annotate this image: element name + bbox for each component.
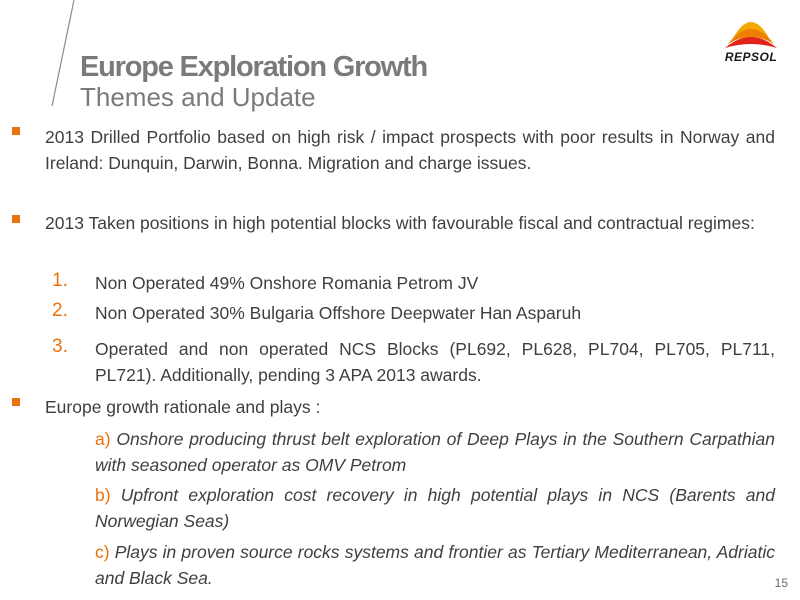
list-letter: b) bbox=[95, 485, 111, 505]
bullet-taken-positions: 2013 Taken positions in high potential blocks with favourable fiscal and contractual regimes: bbox=[45, 213, 755, 233]
page-number: 15 bbox=[774, 576, 788, 590]
lettered-item-plays bbox=[95, 539, 775, 591]
numbered-item-romania: Non Operated 49% Onshore Romania Petrom JV bbox=[95, 273, 479, 293]
list-number: 2. bbox=[52, 300, 68, 321]
numbered-item-bulgaria: Non Operated 30% Bulgaria Offshore Deepwater Han Asparuh bbox=[95, 303, 582, 323]
numbered-item-ncs-blocks: Operated and non operated NCS Blocks (PL692, PL628, PL704, PL705, PL711, PL721). Additionally, pending 3 APA 2013 awards. bbox=[95, 339, 775, 385]
slide-subtitle: Themes and Update bbox=[80, 82, 316, 112]
lettered-item-onshore bbox=[95, 426, 775, 478]
lettered-item-text: Upfront exploration cost recovery in high potential plays in NCS (Barents and Norwegian Seas) bbox=[95, 485, 775, 531]
list-letter: a) bbox=[95, 429, 111, 449]
repsol-logo-text: REPSOL bbox=[724, 50, 778, 64]
lettered-item-text: Onshore producing thrust belt exploration of Deep Plays in the Southern Carpathian with seasoned operator as OMV Petrom bbox=[95, 429, 775, 475]
list-number: 1. bbox=[52, 270, 68, 291]
bullet-square-icon bbox=[12, 127, 20, 135]
lettered-item-upfront bbox=[95, 482, 775, 534]
list-number: 3. bbox=[52, 336, 68, 357]
bullet-square-icon bbox=[12, 398, 20, 406]
lettered-item-text: Plays in proven source rocks systems and frontier as Tertiary Mediterranean, Adriatic and Black Sea. bbox=[95, 542, 775, 588]
bullet-drilled-portfolio: 2013 Drilled Portfolio based on high risk / impact prospects with poor results in Norway and Ireland: Dunquin, Darwin, Bonna. Migration and charge issues. bbox=[45, 127, 775, 173]
bullet-growth-rationale: Europe growth rationale and plays : bbox=[45, 397, 321, 417]
slide-title: Europe Exploration Growth bbox=[80, 51, 428, 83]
list-letter: c) bbox=[95, 542, 110, 562]
bullet-square-icon bbox=[12, 215, 20, 223]
